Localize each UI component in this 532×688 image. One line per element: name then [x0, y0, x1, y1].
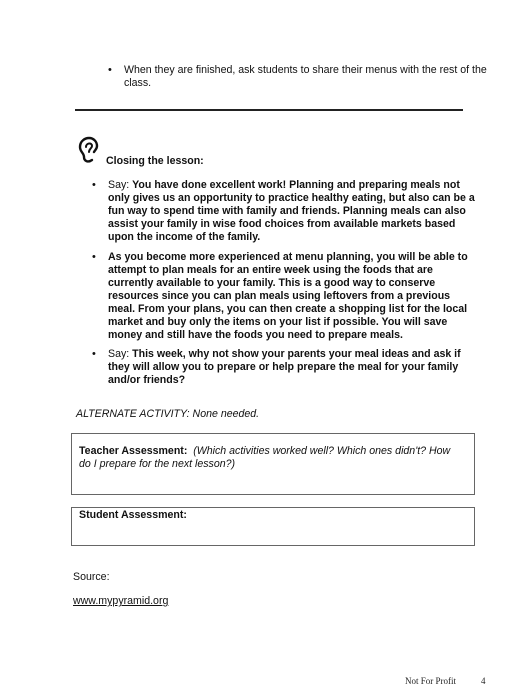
- teacher-assessment-label: Teacher Assessment:: [79, 445, 188, 457]
- student-assessment-label: Student Assessment:: [79, 509, 187, 521]
- bullet-dot: •: [92, 251, 96, 263]
- alternate-activity: ALTERNATE ACTIVITY: None needed.: [76, 408, 260, 420]
- teacher-assessment-prompt: (Which activities worked well? Which ones didn't? How do I prepare for the next lesson?): [79, 445, 451, 470]
- closing-bullet-3-text: This week, why not show your parents your meal ideas and ask if they will allow you to prepare or help prepare the meal for your family and/or friends?: [108, 348, 461, 386]
- intro-bullet-text: When they are finished, ask students to share their menus with the rest of the class.: [124, 64, 487, 89]
- closing-bullet-1-text: You have done excellent work! Planning and preparing meals not only gives us an opportunity to practice healthy eating, but also can be a fun way to spend time with family and friends. Planning meals can also assist your family in wise food choices from available markets based upon the income of the family.: [108, 179, 475, 243]
- teacher-assessment-box: [71, 433, 475, 495]
- intro-bullet: [108, 64, 488, 90]
- source-label: Source:: [73, 571, 110, 583]
- footer-text: Not For Profit: [405, 676, 457, 686]
- bullet-dot: •: [108, 64, 112, 76]
- closing-bullet-1: [92, 179, 480, 244]
- ear-icon: [76, 136, 100, 164]
- page-number: 4: [481, 676, 486, 686]
- closing-bullet-2: [92, 251, 480, 342]
- closing-bullet-3: [92, 348, 480, 387]
- bullet-dot: •: [92, 348, 96, 360]
- say-label: Say:: [108, 179, 130, 191]
- closing-bullet-2-text: As you become more experienced at menu planning, you will be able to attempt to plan meals for an entire week using the foods that are currently available to your family. This is a good way to conserve resources since you can plan meals using leftovers from a previous meal. From your plans, you can then create a shopping list for the local market and buy only the items on your list if possible. You will save money and still have the foods you need to prepare meals.: [108, 251, 468, 341]
- section-divider: [75, 109, 463, 111]
- say-label: Say:: [108, 348, 130, 360]
- source-link[interactable]: www.mypyramid.org: [73, 595, 169, 607]
- student-assessment-box: [71, 507, 475, 546]
- bullet-dot: •: [92, 179, 96, 191]
- closing-heading: Closing the lesson:: [106, 155, 204, 167]
